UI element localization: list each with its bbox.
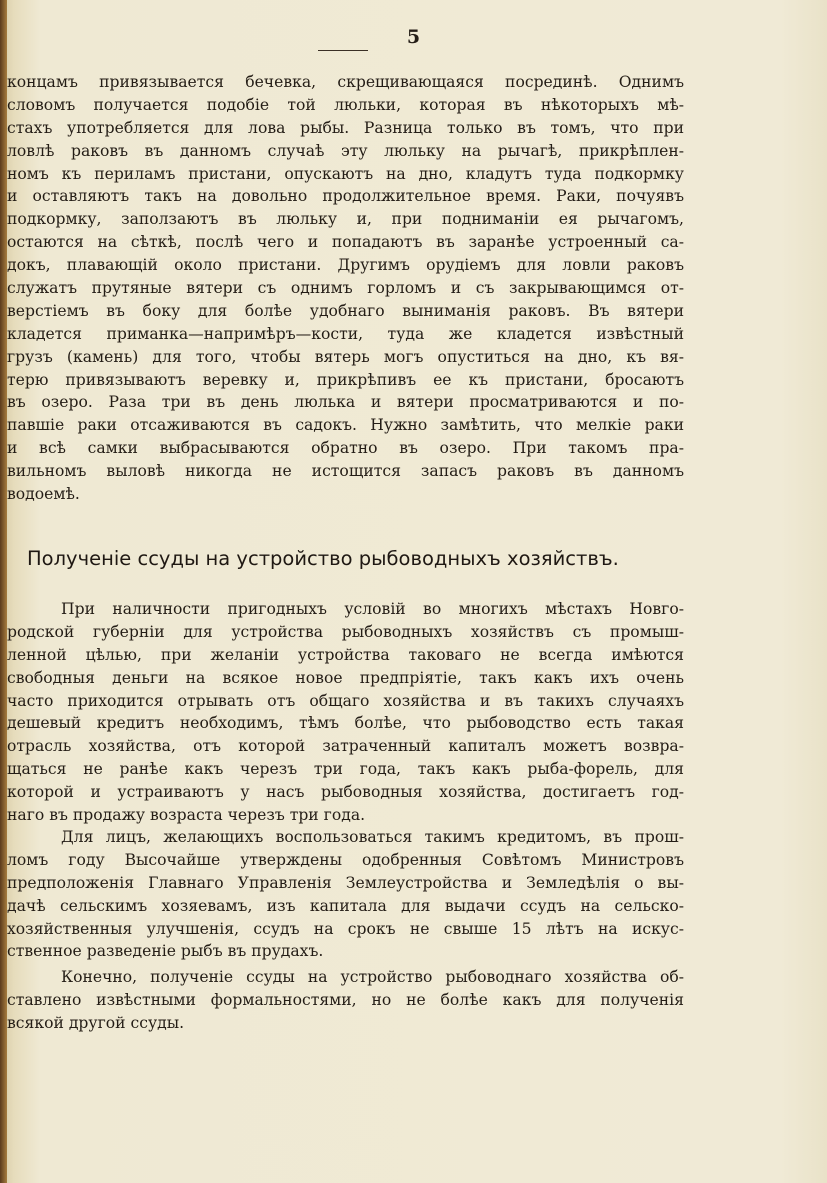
text-line: предположенія Главнаго Управленія Землеустройства и Земледѣлія о вы- [7,873,684,892]
text-line: ственное разведеніе рыбъ въ прудахъ. [7,942,324,961]
text-line: и оставляютъ такъ на довольно продолжительное время. Раки, почуявъ [7,187,684,206]
text-line: ломъ году Высочайше утверждены одобренныя Совѣтомъ Министровъ [7,850,684,869]
text-line: словомъ получается подобіе той люльки, которая въ нѣкоторыхъ мѣ- [7,95,684,114]
text-line: подкормку, заползаютъ въ люльку и, при подниманіи ея рычагомъ, [7,210,684,229]
text-line: грузъ (камень) для того, чтобы вятерь могъ опуститься на дно, къ вя- [7,347,684,366]
text-line: служатъ прутяные вятери съ однимъ горломъ и съ закрывающимся от- [7,279,684,298]
page-number-rule [318,50,368,51]
text-line: кладется приманка—напримѣръ—кости, туда же кладется извѣстный [7,324,684,343]
text-line: докъ, плавающій около пристани. Другимъ орудіемъ для ловли раковъ [7,256,684,275]
text-line: родской губерніи для устройства рыбоводныхъ хозяйствъ съ промыш- [7,622,684,641]
text-line: терю привязываютъ веревку и, прикрѣпивъ ее къ пристани, бросаютъ [7,370,684,389]
text-line: ленной цѣлью, при желаніи устройства таковаго не всегда имѣются [7,645,684,664]
text-line: хозяйственныя улучшенія, ссудъ на срокъ не свыше 15 лѣтъ на искус- [7,919,684,938]
paragraph-crayfish-catching [7,71,684,506]
text-line: водоемѣ. [7,485,80,504]
text-line: дешевый кредитъ необходимъ, тѣмъ болѣе, что рыбоводство есть такая [7,714,684,733]
text-line: концамъ привязывается бечевка, скрещивающаяся посрединѣ. Однимъ [7,73,684,91]
page-number: 5 [406,26,421,48]
text-line: верстіемъ въ боку для болѣе удобнаго выниманія раковъ. Въ вятери [7,301,684,320]
text-line: стахъ употребляется для лова рыбы. Разница только въ томъ, что при [7,118,684,137]
paragraph-credit-approval [7,826,684,963]
text-line: ловлѣ раковъ въ данномъ случаѣ эту люльку на рычагѣ, прикрѣплен- [7,141,684,160]
text-line: вильномъ выловѣ никогда не истощится запасъ раковъ въ данномъ [7,462,684,481]
paragraph-fish-farming-loans [7,598,684,827]
text-line: При наличности пригодныхъ условій во многихъ мѣстахъ Новго- [61,600,684,618]
text-line: номъ къ периламъ пристани, опускаютъ на дно, кладутъ туда подкормку [7,164,684,183]
text-line: всякой другой ссуды. [7,1013,185,1032]
section-heading: Полученіе ссуды на устройство рыбоводныхъ хозяйствъ. [27,547,619,570]
text-line: которой и устраиваютъ у насъ рыбоводныя хозяйства, достигаетъ год- [7,783,684,802]
text-line: и всѣ самки выбрасываются обратно въ озеро. При такомъ пра- [7,439,684,458]
text-line: въ озеро. Раза три въ день люлька и вятери просматриваются и по- [7,393,684,412]
text-line: свободныя деньги на всякое новое предпріятіе, такъ какъ ихъ очень [7,668,684,687]
book-spine-edge [0,0,7,1183]
text-line: остаются на сѣткѣ, послѣ чего и попадаютъ въ заранѣе устроенный са- [7,233,684,252]
text-line: часто приходится отрывать отъ общаго хозяйства и въ такихъ случаяхъ [7,691,684,710]
text-line: павшіе раки отсаживаются въ садокъ. Нужно замѣтить, что мелкіе раки [7,416,684,435]
text-line: щаться не ранѣе какъ черезъ три года, такъ какъ рыба-форель, для [7,760,684,779]
text-line: Для лицъ, желающихъ воспользоваться такимъ кредитомъ, въ прош- [61,828,684,846]
text-line: дачѣ сельскимъ хозяевамъ, изъ капитала для выдачи ссудъ на сельско- [7,896,684,915]
text-line: ставлено извѣстными формальностями, но не болѣе какъ для полученія [7,990,684,1009]
text-line: отрасль хозяйства, отъ которой затраченный капиталъ можетъ возвра- [7,737,684,756]
text-line: Конечно, полученіе ссуды на устройство рыбоводнаго хозяйства об- [61,968,684,986]
text-line: наго въ продажу возраста черезъ три года. [7,806,366,825]
paragraph-formalities [7,966,684,1035]
